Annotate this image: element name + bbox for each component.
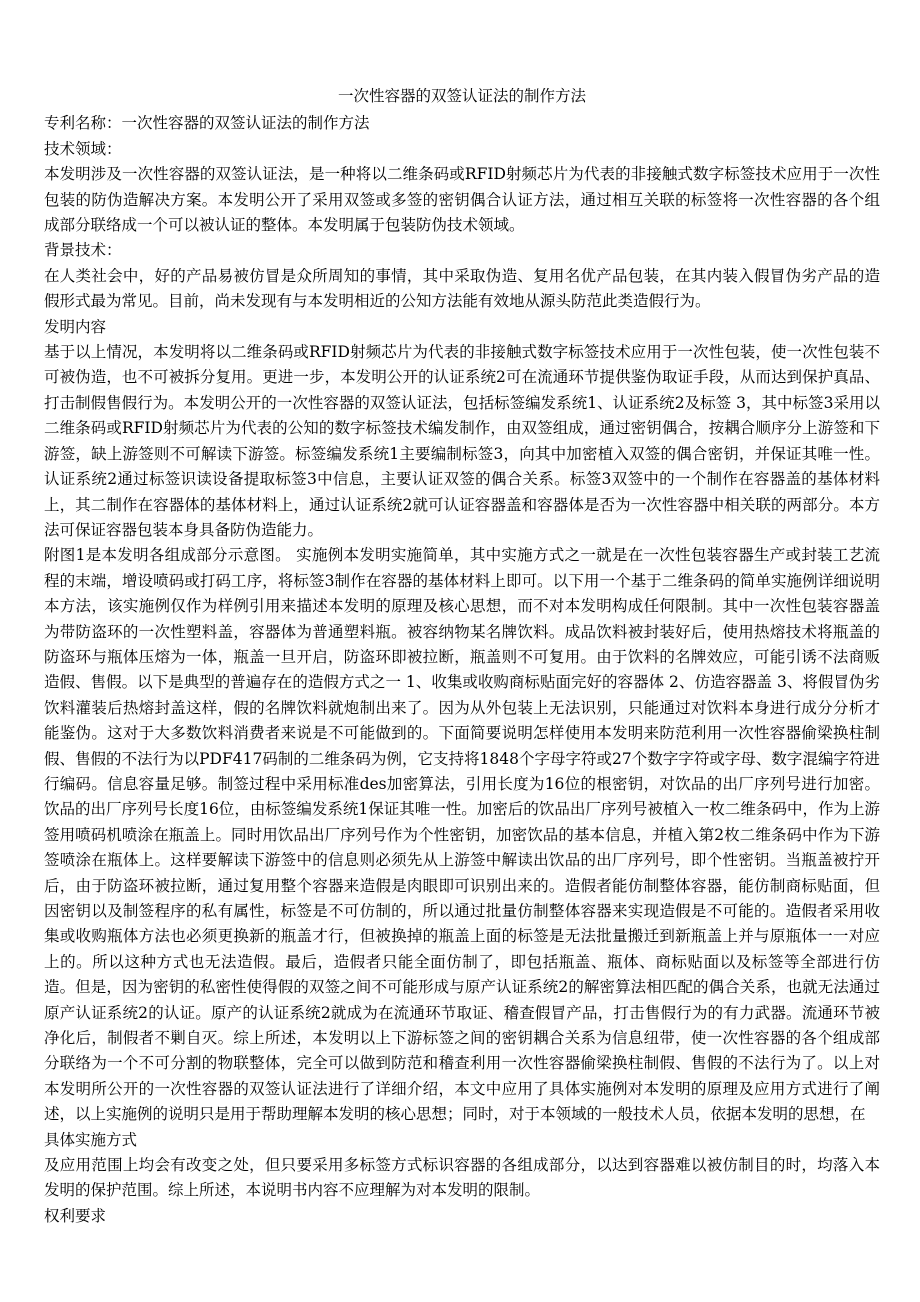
- implementation-heading: 具体实施方式: [44, 1130, 138, 1149]
- invention-heading: 发明内容: [44, 317, 107, 336]
- background-heading: 背景技术：: [44, 241, 122, 260]
- patent-name: 专利名称：一次性容器的双签认证法的制作方法: [44, 114, 370, 133]
- implementation-paragraph: 及应用范围上均会有改变之处，但只要采用多标签方式标识容器的各组成部分，以达到容器难以被仿制目的时，均落入本发明的保护范围。综上所述，本说明书内容不应理解为对本发明的限制。: [44, 1156, 880, 1200]
- background-paragraph: 在人类社会中，好的产品易被仿冒是众所周知的事情，其中采取伪造、复用名优产品包装，在其内装入假冒伪劣产品的造假形式最为常见。目前，尚未发现有与本发明相近的公知方法能有效地从源头防范此类造假行为。: [44, 266, 880, 311]
- field-paragraph: 本发明涉及一次性容器的双签认证法，是一种将以二维条码或RFID射频芯片为代表的非接触式数字标签技术应用于一次性包装的防伪造解决方案。本发明公开了采用双签或多签的密钥偶合认证方法，通过相互关联的标签将一次性容器的各个组成部分联络成一个可以被认证的整体。本发明属于包装防伪技术领域。: [44, 165, 880, 235]
- document-page: [44, 84, 880, 1229]
- claims-heading: 权利要求: [44, 1206, 107, 1225]
- field-heading: 技术领域：: [44, 139, 122, 158]
- document-title: 一次性容器的双签认证法的制作方法: [337, 87, 586, 105]
- embodiment-paragraph: 附图1是本发明各组成部分示意图。 实施例本发明实施简单，其中实施方式之一就是在一次性包装容器生产或封装工艺流程的末端，增设喷码或打码工序，将标签3制作在容器的基体材料上即可。以下用一个基于二维条码的简单实施例详细说明本方法，该实施例仅作为样例引用来描述本发明的原理及核心思想，而不对本发明构成任何限制。其中一次性包装容器盖为带防盗环的一次性塑料盖，容器体为普通塑料瓶。被容纳物某名牌饮料。成品饮料被封装好后，使用热熔技术将瓶盖的防盗环与瓶体压熔为一体，瓶盖一旦开启，防盗环即被拉断，瓶盖则不可复用。由于饮料的名牌效应，可能引诱不法商贩造假、售假。以下是典型的普遍存在的造假方式之一 1、收集或收购商标贴面完好的容器体 2、仿造容器盖 3、将假冒伪劣饮料灌装后热熔封盖这样，假的名牌饮料就炮制出来了。因为从外包装上无法识别，只能通过对饮料本身进行成分分析才能鉴伪。这对于大多数饮料消费者来说是不可能做到的。下面简要说明怎样使用本发明来防范利用一次性容器偷梁换柱制假、售假的不法行为以PDF417码制的二维条码为例，它支持将1848个字母字符或27个数字字符或字母、数字混编字符进行编码。信息容量足够。制签过程中采用标准des加密算法，引用长度为16位的根密钥，对饮品的出厂序列号进行加密。饮品的出厂序列号长度16位，由标签编发系统1保证其唯一性。加密后的饮品出厂序列号被植入一枚二维条码中，作为上游签用喷码机喷涂在瓶盖上。同时用饮品出厂序列号作为个性密钥，加密饮品的基本信息，并植入第2枚二维条码中作为下游签喷涂在瓶体上。这样要解读下游签中的信息则必须先从上游签中解读出饮品的出厂序列号，即个性密钥。当瓶盖被拧开后，由于防盗环被拉断，通过复用整个容器来造假是肉眼即可识别出来的。造假者能仿制整体容器，能仿制商标贴面，但因密钥以及制签程序的私有属性，标签是不可仿制的，所以通过批量仿制整体容器来实现造假是不可能的。造假者采用收集或收购瓶体方法也必须更换新的瓶盖才行，但被换掉的瓶盖上面的标签是无法批量搬迁到新瓶盖上并与原瓶体一一对应上的。所以这种方式也无法造假。最后，造假者只能全面仿制了，即包括瓶盖、瓶体、商标贴面以及标签等全部进行仿造。但是，因为密钥的私密性使得假的双签之间不可能形成与原产认证系统2的解密算法相匹配的偶合关系，也就无法通过原产认证系统2的认证。原产的认证系统2就成为在流通环节取证、稽查假冒产品，打击售假行为的有力武器。流通环节被净化后，制假者不剿自灭。综上所述，本发明以上下游标签之间的密钥耦合关系为信息纽带，使一次性容器的各个组成部分联络为一个不可分割的物联整体，完全可以做到防范和稽查利用一次性容器偷梁换柱制假、售假的不法行为了。以上对本发明所公开的一次性容器的双签认证法进行了详细介绍，本文中应用了具体实施例对本发明的原理及应用方式进行了阐述，以上实施例的说明只是用于帮助理解本发明的核心思想；同时，对于本领域的一般技术人员，依据本发明的思想，在: [44, 546, 880, 1124]
- invention-paragraph: 基于以上情况，本发明将以二维条码或RFID射频芯片为代表的非接触式数字标签技术应用于一次性包装，使一次性包装不可被伪造，也不可被拆分复用。更进一步，本发明公开的认证系统2可在流通环节提供鉴伪取证手段，从而达到保护真品、打击制假售假行为。本发明公开的一次性容器的双签认证法，包括标签编发系统1、认证系统2及标签 3，其中标签3采用以二维条码或RFID射频芯片为代表的公知的数字标签技术编发制作，由双签组成，通过密钥偶合，按耦合顺序分上游签和下游签，缺上游签则不可解读下游签。标签编发系统1主要编制标签3，向其中加密植入双签的偶合密钥，并保证其唯一性。认证系统2通过标签识读设备提取标签3中信息，主要认证双签的偶合关系。标签3双签中的一个制作在容器盖的基体材料上，其二制作在容器体的基体材料上，通过认证系统2就可认证容器盖和容器体是否为一次性容器中相关联的两部分。本方法可保证容器包装本身具备防伪造能力。: [44, 343, 880, 539]
